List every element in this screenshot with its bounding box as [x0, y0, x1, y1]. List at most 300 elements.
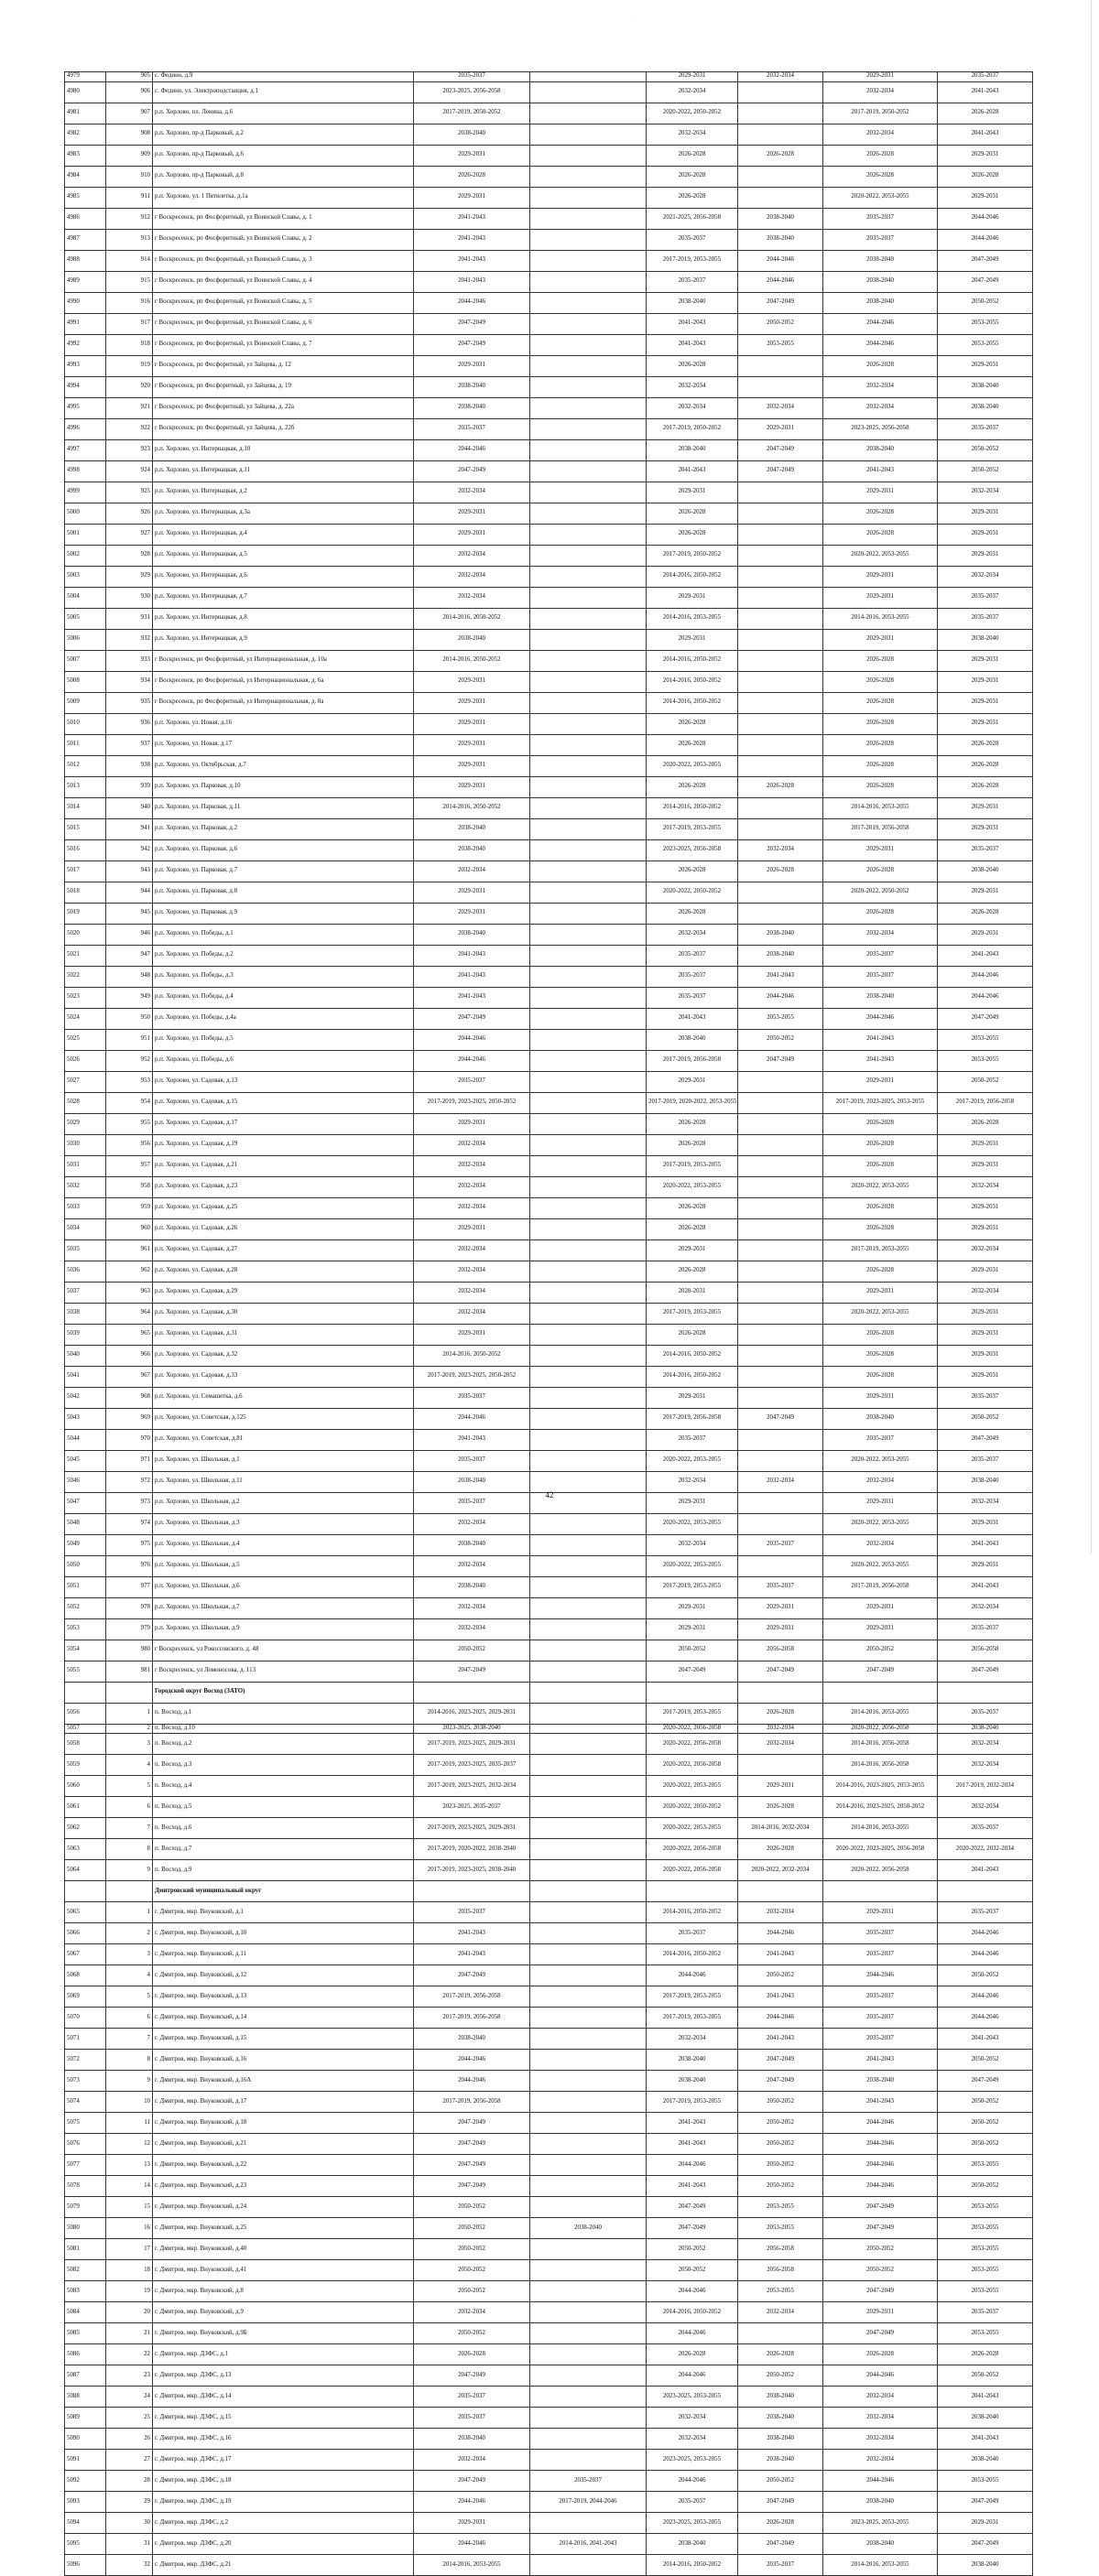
period-col-1-cell: 2044-2046: [414, 2050, 530, 2071]
address-cell: г. Дмитров, мкр. Внуковский, д.14: [153, 2008, 414, 2029]
address-cell: г. Дмитров, мкр. ДЗФС, д.16: [153, 2429, 414, 2450]
period-col-2-cell: [530, 1029, 647, 1050]
period-col-2-cell: [530, 1471, 647, 1492]
period-col-5-cell: 2047-2049: [823, 2281, 938, 2302]
address-cell: г. Дмитров, мкр. Внуковский, д.25: [153, 2218, 414, 2239]
row-id-cell: 5038: [65, 1303, 106, 1324]
period-col-5-cell: 2017-2019, 2023-2025, 2053-2055: [823, 1092, 938, 1113]
period-col-4-cell: [738, 734, 823, 755]
period-col-1-cell: 2035-2037: [414, 1387, 530, 1408]
period-col-6-cell: 2047-2049: [938, 271, 1033, 292]
period-col-4-cell: 2026-2028: [738, 1703, 823, 1724]
period-col-6-cell: 2038-2040: [938, 2450, 1033, 2471]
table-row: [65, 250, 1033, 271]
address-cell: г Воскресенск, рп Фосфоритный, ул Воинской Славы, д. 2: [153, 229, 414, 250]
period-col-4-cell: [738, 1345, 823, 1366]
address-cell: п. Восход, д.6: [153, 1818, 414, 1839]
item-number-cell: 6: [106, 1797, 153, 1818]
period-col-4-cell: 2053-2055: [738, 334, 823, 355]
table-row: [65, 1408, 1033, 1429]
period-col-1-cell: 2026-2028: [414, 2344, 530, 2365]
table-row: [65, 839, 1033, 860]
address-cell: г. Дмитров, мкр. Внуковский, д.11: [153, 1944, 414, 1965]
period-col-3-cell: 2017-2019, 2053-2055: [647, 1576, 738, 1597]
period-col-5-cell: 2026-2028: [823, 1324, 938, 1345]
period-col-3-cell: 2017-2019, 2053-2055: [647, 1155, 738, 1176]
period-col-4-cell: 2032-2034: [738, 1724, 823, 1734]
period-col-5-cell: 2041-2043: [823, 2050, 938, 2071]
period-col-5-cell: 2035-2037: [823, 1429, 938, 1450]
table-row: [65, 903, 1033, 924]
period-col-1-cell: 2041-2043: [414, 1429, 530, 1450]
period-col-1-cell: 2032-2034: [414, 1261, 530, 1282]
item-number-cell: 927: [106, 524, 153, 545]
period-col-4-cell: 2047-2049: [738, 1408, 823, 1429]
row-id-cell: 5047: [65, 1492, 106, 1513]
row-id-cell: 5034: [65, 1218, 106, 1239]
table-row: [65, 397, 1033, 418]
period-col-6-cell: 2038-2040: [938, 2408, 1033, 2429]
period-col-3-cell: 2014-2016, 2050-2052: [647, 671, 738, 692]
table-row: [65, 1008, 1033, 1029]
row-id-cell: 5063: [65, 1839, 106, 1860]
period-col-1-cell: 2047-2049: [414, 1965, 530, 1986]
row-id-cell: 5023: [65, 987, 106, 1008]
period-col-2-cell: [530, 1755, 647, 1776]
period-col-2-cell: [530, 397, 647, 418]
period-col-2-cell: [530, 524, 647, 545]
item-number-cell: 961: [106, 1239, 153, 1261]
period-col-1-cell: 2014-2016, 2053-2055: [414, 2555, 530, 2576]
address-cell: р.п. Хорлово, пр-д Парковый, д.6: [153, 145, 414, 166]
period-col-1-cell: 2017-2019, 2023-2025, 2035-2037: [414, 1755, 530, 1776]
row-id-cell: 5033: [65, 1197, 106, 1218]
address-cell: р.п. Хорлово, ул. Интернацкая, д.10: [153, 439, 414, 460]
period-col-4-cell: 2032-2034: [738, 2302, 823, 2323]
table-row: [65, 1029, 1033, 1050]
address-cell: п. Восход, д.10: [153, 1724, 414, 1734]
period-col-2-cell: [530, 208, 647, 229]
row-id-cell: 5086: [65, 2344, 106, 2365]
period-col-3-cell: 2014-2016, 2050-2052: [647, 1944, 738, 1965]
period-col-6-cell: 2050-2052: [938, 2050, 1033, 2071]
period-col-5-cell: 2029-2031: [823, 1387, 938, 1408]
period-col-3-cell: 2026-2028: [647, 860, 738, 882]
period-col-5-cell: 2047-2049: [823, 2323, 938, 2344]
period-col-3-cell: 2026-2028: [647, 355, 738, 376]
period-col-4-cell: 2038-2040: [738, 2387, 823, 2408]
item-number-cell: 938: [106, 755, 153, 776]
period-col-1-cell: 2017-2019, 2056-2058: [414, 1986, 530, 2008]
period-col-2-cell: [530, 271, 647, 292]
item-number-cell: 923: [106, 439, 153, 460]
item-number-cell: 926: [106, 503, 153, 524]
item-number-cell: 947: [106, 945, 153, 966]
table-row: [65, 103, 1033, 124]
item-number-cell: 934: [106, 671, 153, 692]
period-col-5-cell: 2020-2022, 2053-2055: [823, 187, 938, 208]
row-id-cell: 5072: [65, 2050, 106, 2071]
address-cell: г. Дмитров, мкр. Внуковский, д.1: [153, 1902, 414, 1923]
period-col-2-cell: [530, 692, 647, 713]
row-id-cell: 5021: [65, 945, 106, 966]
period-col-1-cell: 2023-2025, 2035-2037: [414, 1797, 530, 1818]
period-col-1-cell: 2047-2049: [414, 2471, 530, 2492]
row-id-cell: 4998: [65, 460, 106, 482]
period-col-2-cell: [530, 1408, 647, 1429]
period-col-3-cell: 2014-2016, 2050-2052: [647, 2555, 738, 2576]
period-col-2-cell: 2014-2016, 2041-2043: [530, 2534, 647, 2555]
period-col-3-cell: 2038-2040: [647, 2534, 738, 2555]
address-cell: р.п. Хорлово, ул. Советская, д.125: [153, 1408, 414, 1429]
period-col-1-cell: 2050-2052: [414, 2260, 530, 2281]
period-col-1-cell: 2032-2034: [414, 1303, 530, 1324]
table-row: [65, 1597, 1033, 1618]
item-number-cell: 9: [106, 1860, 153, 1881]
period-col-5-cell: 2020-2022, 2050-2052: [823, 882, 938, 903]
period-col-4-cell: [738, 81, 823, 103]
address-cell: г. Дмитров, мкр. Внуковский, д.21: [153, 2134, 414, 2155]
period-col-5-cell: 2032-2034: [823, 2450, 938, 2471]
row-id-cell: 4999: [65, 482, 106, 503]
row-id-cell: 5055: [65, 1661, 106, 1682]
period-col-2-cell: [530, 924, 647, 945]
period-col-4-cell: 2050-2052: [738, 2134, 823, 2155]
period-col-5-cell: 2044-2046: [823, 2113, 938, 2134]
period-col-3-cell: 2020-2022, 2053-2055: [647, 755, 738, 776]
period-col-3-cell: 2026-2028: [647, 734, 738, 755]
row-id-cell: 5008: [65, 671, 106, 692]
row-id-cell: 4983: [65, 145, 106, 166]
table-row: [65, 1923, 1033, 1944]
item-number-cell: 2: [106, 1724, 153, 1734]
period-col-4-cell: 2035-2037: [738, 2555, 823, 2576]
period-col-5-cell: 2032-2034: [823, 924, 938, 945]
period-col-6-cell: 2026-2028: [938, 734, 1033, 755]
period-col-5-cell: 2029-2031: [823, 839, 938, 860]
table-row: [65, 1755, 1033, 1776]
address-cell: р.п. Хорлово, ул. Садовая, д.32: [153, 1345, 414, 1366]
table-row: [65, 2555, 1033, 2576]
row-id-cell: 5051: [65, 1576, 106, 1597]
period-col-5-cell: 2044-2046: [823, 1965, 938, 1986]
row-id-cell: 5093: [65, 2492, 106, 2513]
item-number-cell: 10: [106, 2092, 153, 2113]
item-number-cell: 913: [106, 229, 153, 250]
period-col-6-cell: 2053-2055: [938, 2281, 1033, 2302]
table-row: [65, 1218, 1033, 1239]
address-cell: р.п. Хорлово, ул. Садовая, д.13: [153, 1071, 414, 1092]
period-col-6-cell: 2050-2052: [938, 439, 1033, 460]
period-col-5-cell: 2032-2034: [823, 2429, 938, 2450]
period-col-4-cell: 2047-2049: [738, 439, 823, 460]
period-col-5-cell: 2014-2016, 2053-2055: [823, 1818, 938, 1839]
period-col-5-cell: 2038-2040: [823, 439, 938, 460]
address-cell: р.п. Хорлово, ул. Парковая, д.6: [153, 839, 414, 860]
period-col-4-cell: 2041-2043: [738, 1986, 823, 2008]
period-col-4-cell: 2035-2037: [738, 1534, 823, 1555]
row-id-cell: 4996: [65, 418, 106, 439]
period-col-2-cell: [530, 103, 647, 124]
period-col-3-cell: 2041-2043: [647, 2113, 738, 2134]
period-col-6-cell: 2047-2049: [938, 2492, 1033, 2513]
address-cell: р.п. Хорлово, ул. Интернацкая, д.6: [153, 566, 414, 587]
period-col-1-cell: 2035-2037: [414, 418, 530, 439]
item-number-cell: 921: [106, 397, 153, 418]
address-cell: р.п. Хорлово, ул. Школьная, д.1: [153, 1450, 414, 1471]
row-id-cell: 5001: [65, 524, 106, 545]
period-col-2-cell: [530, 482, 647, 503]
period-col-1-cell: 2038-2040: [414, 1534, 530, 1555]
row-id-cell: 5090: [65, 2429, 106, 2450]
period-col-2-cell: [530, 987, 647, 1008]
period-col-1-cell: 2047-2049: [414, 2155, 530, 2176]
period-col-6-cell: 2044-2046: [938, 2008, 1033, 2029]
item-number-cell: 935: [106, 692, 153, 713]
row-id-cell: [65, 1881, 106, 1902]
period-col-4-cell: [738, 187, 823, 208]
period-col-6-cell: 2032-2034: [938, 1492, 1033, 1513]
period-col-3-cell: 2026-2028: [647, 776, 738, 797]
period-col-5-cell: 2032-2034: [823, 81, 938, 103]
item-number-cell: 25: [106, 2408, 153, 2429]
table-row: [65, 292, 1033, 313]
period-col-1-cell: 2029-2031: [414, 187, 530, 208]
period-col-2-cell: [530, 81, 647, 103]
table-row: [65, 187, 1033, 208]
table-row: [65, 692, 1033, 713]
period-col-4-cell: 2056-2058: [738, 2260, 823, 2281]
period-col-1-cell: 2035-2037: [414, 72, 530, 82]
period-col-6-cell: 2026-2028: [938, 1113, 1033, 1134]
period-col-5-cell: 2014-2016, 2053-2055: [823, 797, 938, 818]
address-cell: г Воскресенск, рп Фосфоритный, ул Интернациональная, д. 8а: [153, 692, 414, 713]
period-col-6-cell: 2038-2040: [938, 397, 1033, 418]
row-id-cell: 5036: [65, 1261, 106, 1282]
period-col-2-cell: [530, 166, 647, 187]
row-id-cell: 5018: [65, 882, 106, 903]
item-number-cell: 976: [106, 1555, 153, 1576]
address-cell: р.п. Хорлово, ул. Победы, д.1: [153, 924, 414, 945]
period-col-5-cell: 2029-2031: [823, 1902, 938, 1923]
period-col-4-cell: 2047-2049: [738, 2071, 823, 2092]
period-col-3-cell: 2020-2022, 2056-2058: [647, 1839, 738, 1860]
address-cell: р.п. Хорлово, ул. Парковая, д.7: [153, 860, 414, 882]
period-col-3-cell: 2029-2031: [647, 1071, 738, 1092]
period-col-2-cell: [530, 2029, 647, 2050]
period-col-5-cell: 2026-2028: [823, 1134, 938, 1155]
period-col-3-cell: 2017-2019, 2053-2055: [647, 250, 738, 271]
table-row: [65, 503, 1033, 524]
period-col-2-cell: [530, 2323, 647, 2344]
table-row: [65, 629, 1033, 650]
row-id-cell: 5043: [65, 1408, 106, 1429]
row-id-cell: 5012: [65, 755, 106, 776]
period-col-1-cell: 2029-2031: [414, 882, 530, 903]
period-col-1-cell: 2014-2016, 2050-2052: [414, 797, 530, 818]
period-col-6-cell: 2053-2055: [938, 2155, 1033, 2176]
row-id-cell: 5095: [65, 2534, 106, 2555]
period-col-2-cell: [530, 776, 647, 797]
period-col-3-cell: 2041-2043: [647, 313, 738, 334]
table-row: [65, 1860, 1033, 1881]
row-id-cell: 5056: [65, 1703, 106, 1724]
period-col-4-cell: [738, 692, 823, 713]
period-col-4-cell: 2047-2049: [738, 460, 823, 482]
period-col-4-cell: [738, 482, 823, 503]
row-id-cell: 5061: [65, 1797, 106, 1818]
period-col-4-cell: [738, 1155, 823, 1176]
period-col-6-cell: [938, 1682, 1033, 1703]
period-col-1-cell: 2047-2049: [414, 1008, 530, 1029]
period-col-2-cell: [530, 713, 647, 734]
table-row: [65, 1818, 1033, 1839]
item-number-cell: 21: [106, 2323, 153, 2344]
table-row: [65, 734, 1033, 755]
period-col-6-cell: 2047-2049: [938, 1429, 1033, 1450]
address-cell: р.п. Хорлово, ул. Интернацкая, д.9: [153, 629, 414, 650]
period-col-3-cell: 2026-2028: [647, 713, 738, 734]
period-col-1-cell: 2038-2040: [414, 2429, 530, 2450]
period-col-6-cell: 2053-2055: [938, 2197, 1033, 2218]
period-col-5-cell: 2044-2046: [823, 2176, 938, 2197]
item-number-cell: 965: [106, 1324, 153, 1345]
period-col-4-cell: [738, 166, 823, 187]
period-col-2-cell: [530, 2197, 647, 2218]
period-col-1-cell: 2038-2040: [414, 629, 530, 650]
period-col-3-cell: 2035-2037: [647, 966, 738, 987]
period-col-5-cell: 2026-2028: [823, 1155, 938, 1176]
item-number-cell: 14: [106, 2176, 153, 2197]
period-col-5-cell: 2020-2022, 2056-2058: [823, 1860, 938, 1881]
table-row: [65, 2408, 1033, 2429]
period-col-3-cell: 2047-2049: [647, 2218, 738, 2239]
item-number-cell: 931: [106, 608, 153, 629]
period-col-6-cell: 2053-2055: [938, 1050, 1033, 1071]
period-col-4-cell: [738, 903, 823, 924]
period-col-6-cell: 2047-2049: [938, 250, 1033, 271]
row-id-cell: 5037: [65, 1282, 106, 1303]
address-cell: г. Дмитров, мкр. Внуковский, д.12: [153, 1965, 414, 1986]
address-cell: р.п. Хорлово, ул. Садовая, д.23: [153, 1176, 414, 1197]
table-row: [65, 418, 1033, 439]
period-col-2-cell: [530, 1429, 647, 1450]
address-cell: г. Дмитров, мкр. Внуковский, д.15: [153, 2029, 414, 2050]
table-row: [65, 713, 1033, 734]
address-cell: р.п. Хорлово, ул. Садовая, д.31: [153, 1324, 414, 1345]
address-cell: р.п. Хорлово, ул. Парковая, д.9: [153, 903, 414, 924]
period-col-2-cell: [530, 2429, 647, 2450]
period-col-1-cell: 2029-2031: [414, 145, 530, 166]
table-row: [65, 2260, 1033, 2281]
period-col-5-cell: 2032-2034: [823, 397, 938, 418]
table-row: [65, 2281, 1033, 2302]
period-col-6-cell: 2041-2043: [938, 1576, 1033, 1597]
row-id-cell: 5081: [65, 2239, 106, 2260]
table-row: [65, 2113, 1033, 2134]
period-col-6-cell: 2017-2019, 2032-2034: [938, 1776, 1033, 1797]
period-col-6-cell: 2041-2043: [938, 2029, 1033, 2050]
period-col-3-cell: 2026-2028: [647, 166, 738, 187]
period-col-1-cell: 2050-2052: [414, 2281, 530, 2302]
period-col-5-cell: 2029-2031: [823, 1492, 938, 1513]
period-col-2-cell: [530, 2450, 647, 2471]
item-number-cell: 980: [106, 1640, 153, 1661]
period-col-5-cell: 2035-2037: [823, 945, 938, 966]
period-col-3-cell: 2020-2022, 2050-2052: [647, 882, 738, 903]
table-row: [65, 2323, 1033, 2344]
table-row: [65, 460, 1033, 482]
item-number-cell: 979: [106, 1618, 153, 1640]
address-cell: р.п. Хорлово, ул. Интернацкая, д.2: [153, 482, 414, 503]
row-id-cell: 5060: [65, 1776, 106, 1797]
address-cell: г. Дмитров, мкр. ДЗФС, д.17: [153, 2450, 414, 2471]
item-number-cell: 29: [106, 2492, 153, 2513]
scan-edge-line: [1091, 0, 1092, 1553]
period-col-1-cell: 2029-2031: [414, 692, 530, 713]
period-col-5-cell: 2035-2037: [823, 208, 938, 229]
item-number-cell: 16: [106, 2218, 153, 2239]
table-row: [65, 1155, 1033, 1176]
period-col-5-cell: 2014-2016, 2056-2058: [823, 1734, 938, 1755]
table-row: [65, 2344, 1033, 2365]
period-col-1-cell: 2038-2040: [414, 397, 530, 418]
period-col-2-cell: [530, 72, 647, 82]
row-id-cell: 5031: [65, 1155, 106, 1176]
period-col-3-cell: 2032-2034: [647, 124, 738, 145]
period-col-4-cell: [738, 524, 823, 545]
period-col-4-cell: [738, 1239, 823, 1261]
period-col-4-cell: 2029-2031: [738, 418, 823, 439]
period-col-6-cell: 2035-2037: [938, 1902, 1033, 1923]
address-cell: г Воскресенск, ул Ломоносова, д. 113: [153, 1661, 414, 1682]
period-col-4-cell: 2050-2052: [738, 2471, 823, 2492]
period-col-2-cell: [530, 250, 647, 271]
table-row: [65, 1050, 1033, 1071]
period-col-4-cell: 2038-2040: [738, 2408, 823, 2429]
row-id-cell: 5045: [65, 1450, 106, 1471]
address-cell: г. Дмитров, мкр. Внуковский, д.40: [153, 2239, 414, 2260]
period-col-6-cell: 2050-2052: [938, 292, 1033, 313]
address-cell: г Воскресенск, рп Фосфоритный, ул Воинской Славы, д. 1: [153, 208, 414, 229]
table-row: [65, 81, 1033, 103]
period-col-6-cell: 2047-2049: [938, 2071, 1033, 2092]
period-col-1-cell: 2035-2037: [414, 2408, 530, 2429]
period-col-4-cell: 2047-2049: [738, 292, 823, 313]
period-col-3-cell: 2020-2022, 2050-2052: [647, 1797, 738, 1818]
address-cell: г. Дмитров, мкр. Внуковский, д.10: [153, 1923, 414, 1944]
table-row: [65, 545, 1033, 566]
period-col-4-cell: 2053-2055: [738, 1008, 823, 1029]
period-col-4-cell: 2050-2052: [738, 2365, 823, 2387]
period-col-2-cell: [530, 1776, 647, 1797]
period-col-6-cell: 2029-2031: [938, 503, 1033, 524]
period-col-2-cell: [530, 1576, 647, 1597]
period-col-6-cell: 2035-2037: [938, 608, 1033, 629]
item-number-cell: 972: [106, 1471, 153, 1492]
table-row: [65, 882, 1033, 903]
period-col-4-cell: 2044-2046: [738, 2008, 823, 2029]
address-cell: р.п. Хорлово, ул. Школьная, д.2: [153, 1492, 414, 1513]
period-col-5-cell: 2026-2028: [823, 1113, 938, 1134]
row-id-cell: 5064: [65, 1860, 106, 1881]
address-cell: р.п. Хорлово, пр-д Парковый, д.2: [153, 124, 414, 145]
address-cell: р.п. Хорлово, ул. Парковая, д.11: [153, 797, 414, 818]
table-row: [65, 566, 1033, 587]
item-number-cell: 28: [106, 2471, 153, 2492]
table-row: [65, 1282, 1033, 1303]
period-col-5-cell: 2026-2028: [823, 713, 938, 734]
